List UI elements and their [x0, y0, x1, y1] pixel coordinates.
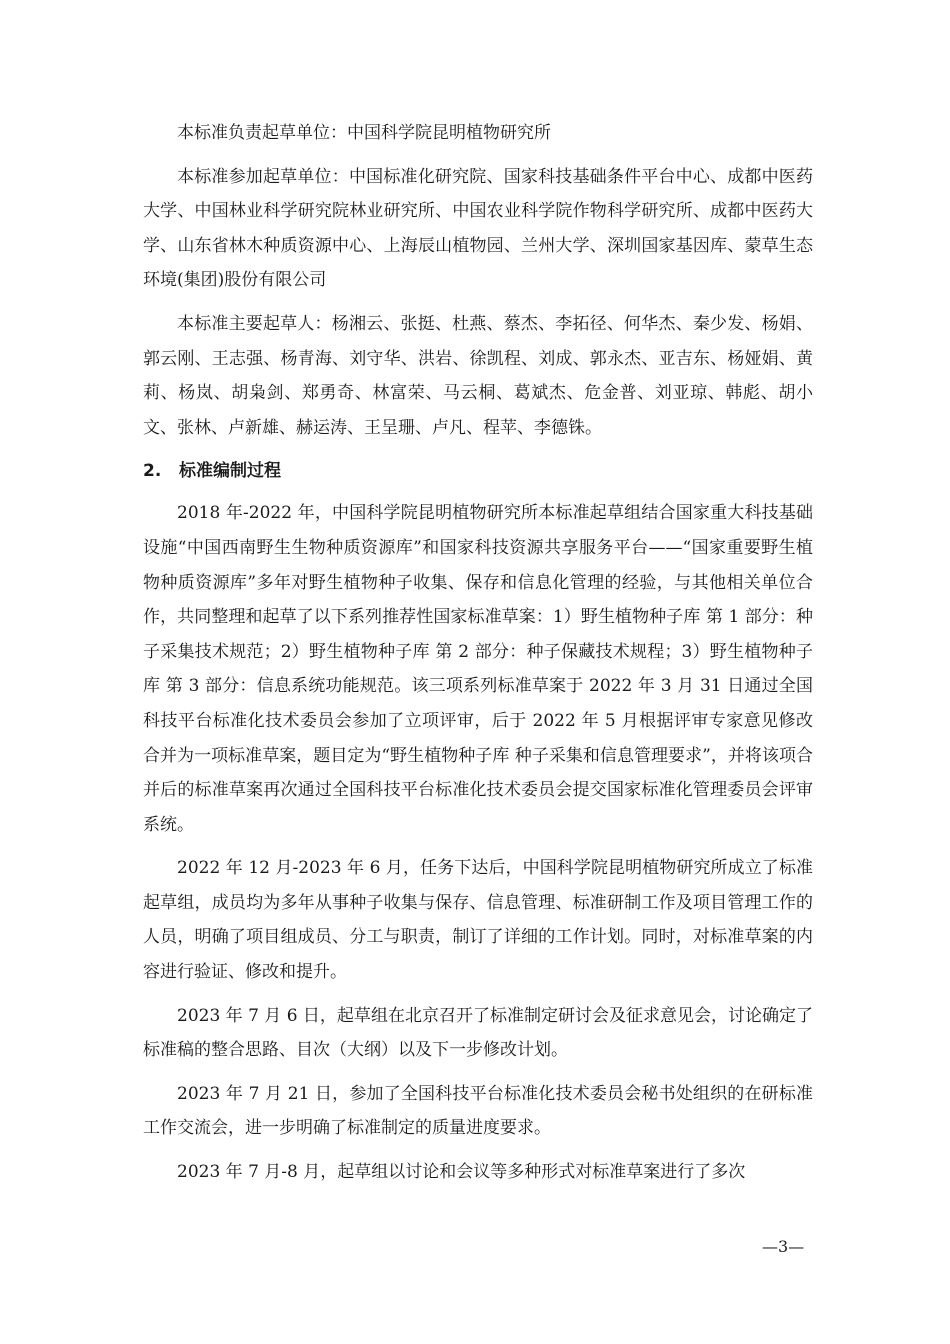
section-number: 2. [143, 461, 162, 482]
page-number: —3— [762, 1237, 805, 1256]
section-heading [143, 454, 813, 488]
process-paragraph-2023-07-21: 2023 年 7 月 21 日，参加了全国科技平台标准化技术委员会秘书处组织的在研标准工作交流会，进一步明确了标准制定的质量进度要求。 [143, 1083, 813, 1139]
process-paragraph-2023-07-08: 2023 年 7 月-8 月，起草组以讨论和会议等多种形式对标准草案进行了多次 [177, 1162, 746, 1183]
process-paragraph-2022-2023: 2022 年 12 月-2023 年 6 月，任务下达后，中国科学院昆明植物研究所成立了标准起草组，成员均为多年从事种子收集与保存、信息管理、标准研制工作及项目管理工作的人员，明确了项目组成员、分工与职责，制订了详细的工作计划。同时，对标准草案的内容进行验证、修改和提升。 [143, 858, 813, 983]
drafting-lead-unit: 本标准负责起草单位：中国科学院昆明植物研究所 [177, 123, 551, 143]
section-title: 标准编制过程 [179, 461, 281, 482]
process-paragraph-2023-07-06: 2023 年 7 月 6 日，起草组在北京召开了标准制定研讨会及征求意见会，讨论确定了标准稿的整合思路、目次（大纲）以及下一步修改计划。 [143, 1005, 813, 1061]
drafting-participating-units: 本标准参加起草单位：中国标准化研究院、国家科技基础条件平台中心、成都中医药大学、中国林业科学研究院林业研究所、中国农业科学院作物科学研究所、成都中医药大学、山东省林木种质资源中心、上海辰山植物园、兰州大学、深圳国家基因库、蒙草生态环境(集团)股份有限公司 [143, 166, 813, 291]
main-drafters: 本标准主要起草人：杨湘云、张挺、杜燕、蔡杰、李拓径、何华杰、秦少发、杨娟、郭云刚、王志强、杨青海、刘守华、洪岩、徐凯程、刘成、郭永杰、亚吉东、杨娅娟、黄莉、杨岚、胡枭剑、郑勇奇、林富荣、马云桐、葛斌杰、危金普、刘亚琼、韩彪、胡小文、张林、卢新雄、赫运涛、王呈珊、卢凡、程苹、李德铢。 [143, 313, 813, 438]
document-body [143, 116, 813, 1199]
process-paragraph-2018-2022: 2018 年-2022 年，中国科学院昆明植物研究所本标准起草组结合国家重大科技基础设施“中国西南野生生物种质资源库”和国家科技资源共享服务平台——“国家重要野生植物种质资源库”多年对野生植物种子收集、保存和信息化管理的经验，与其他相关单位合作，共同整理和起草了以下系列推荐性国家标准草案：1）野生植物种子库 第 1 部分：种子采集技术规范；2）野生植物种子库 第 2 部分：种子保藏技术规程；3）野生植物种子库 第 3 部分：信息系统功能规范。该三项系列标准草案于 2022 年 3 月 31 日通过全国科技平台标准化技术委员会参加了立项评审，后于 2022 年 5 月根据评审专家意见修改合并为一项标准草案，题目定为“野生植物种子库 种子采集和信息管理要求”，并将该项合并后的标准草案再次通过全国科技平台标准化技术委员会提交国家标准化管理委员会评审系统。 [143, 503, 813, 835]
